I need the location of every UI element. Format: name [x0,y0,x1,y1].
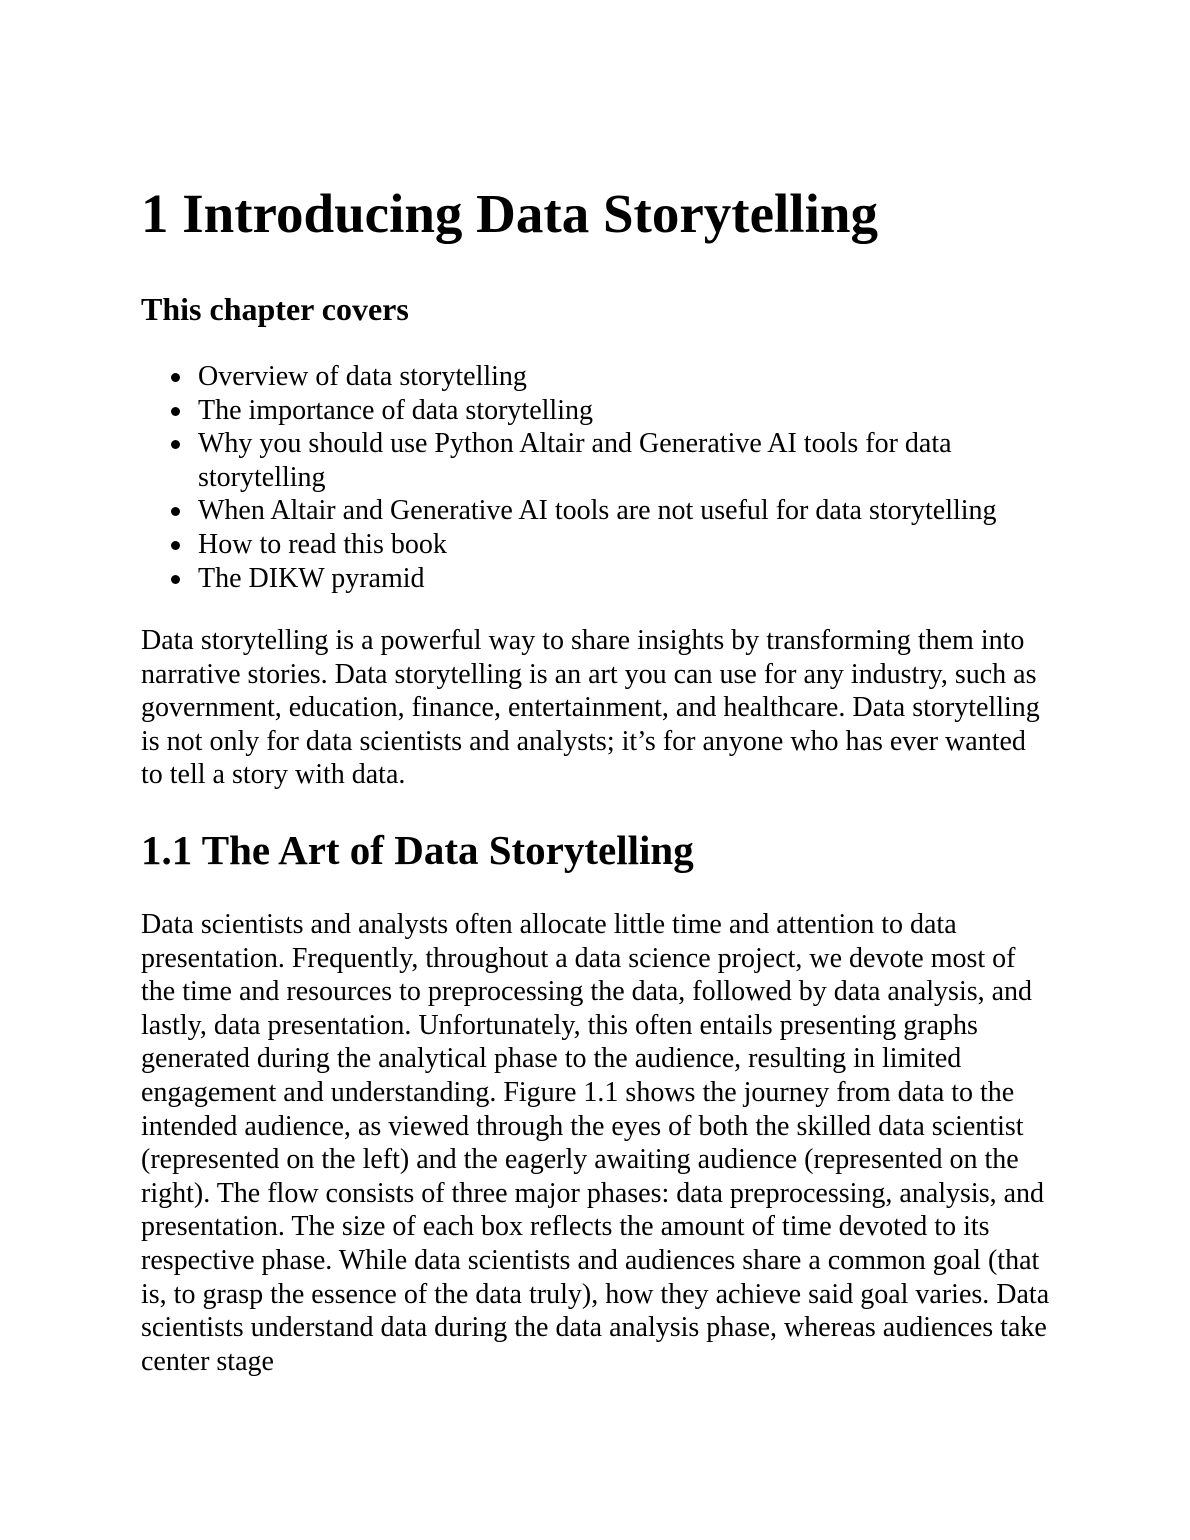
bullet-icon [171,373,180,382]
list-item-text: The DIKW pyramid [198,562,425,594]
list-item-text: How to read this book [198,528,447,560]
list-item [198,528,1058,562]
list-item [198,494,1058,528]
list-item-text: When Altair and Generative AI tools are not useful for data storytelling [198,495,997,527]
chapter-title: 1 Introducing Data Storytelling [141,183,878,244]
list-item-text: Overview of data storytelling [198,361,527,392]
list-item [198,360,1058,394]
section-paragraph: Data scientists and analysts often allocate little time and attention to data presentation. Frequently, throughout a data science project, we devote most of the time and resources to preprocessing the data, followed by data analysis, and lastly, data presentation. Unfortunately, this often entails presenting graphs generated during the analytical phase to the audience, resulting in limited engagement and understanding. Figure 1.1 shows the journey from data to the intended audience, as viewed through the eyes of both the skilled data scientist (represented on the left) and the eagerly awaiting audience (represented on the right). The flow consists of three major phases: data preprocessing, analysis, and presentation. The size of each box reflects the amount of time devoted to its respective phase. While data scientists and audiences share a common goal (that is, to grasp the essence of the data truly), how they achieve said goal varies. Data scientists understand data during the data analysis phase, whereas audiences take center stage [141,909,1050,1377]
bullet-icon [171,575,180,584]
chapter-covers-list [141,360,1058,595]
intro-paragraph: Data storytelling is a powerful way to share insights by transforming them into narrative stories. Data storytelling is an art you can use for any industry, such as government, education, finance, entertainment, and healthcare. Data storytelling is not only for data scientists and analysts; it’s for anyone who has ever wanted to tell a story with data. [141,625,1040,791]
list-item [198,427,1058,494]
list-item [198,394,1058,428]
section-title: 1.1 The Art of Data Storytelling [141,827,694,873]
list-item-text: The importance of data storytelling [198,394,593,426]
bullet-icon [171,440,180,449]
bullet-icon [171,541,180,550]
bullet-icon [171,507,180,516]
list-item-text: Why you should use Python Altair and Generative AI tools for data storytelling [198,428,952,493]
list-item [198,562,1058,596]
bullet-icon [171,407,180,416]
chapter-covers-heading: This chapter covers [141,291,409,327]
